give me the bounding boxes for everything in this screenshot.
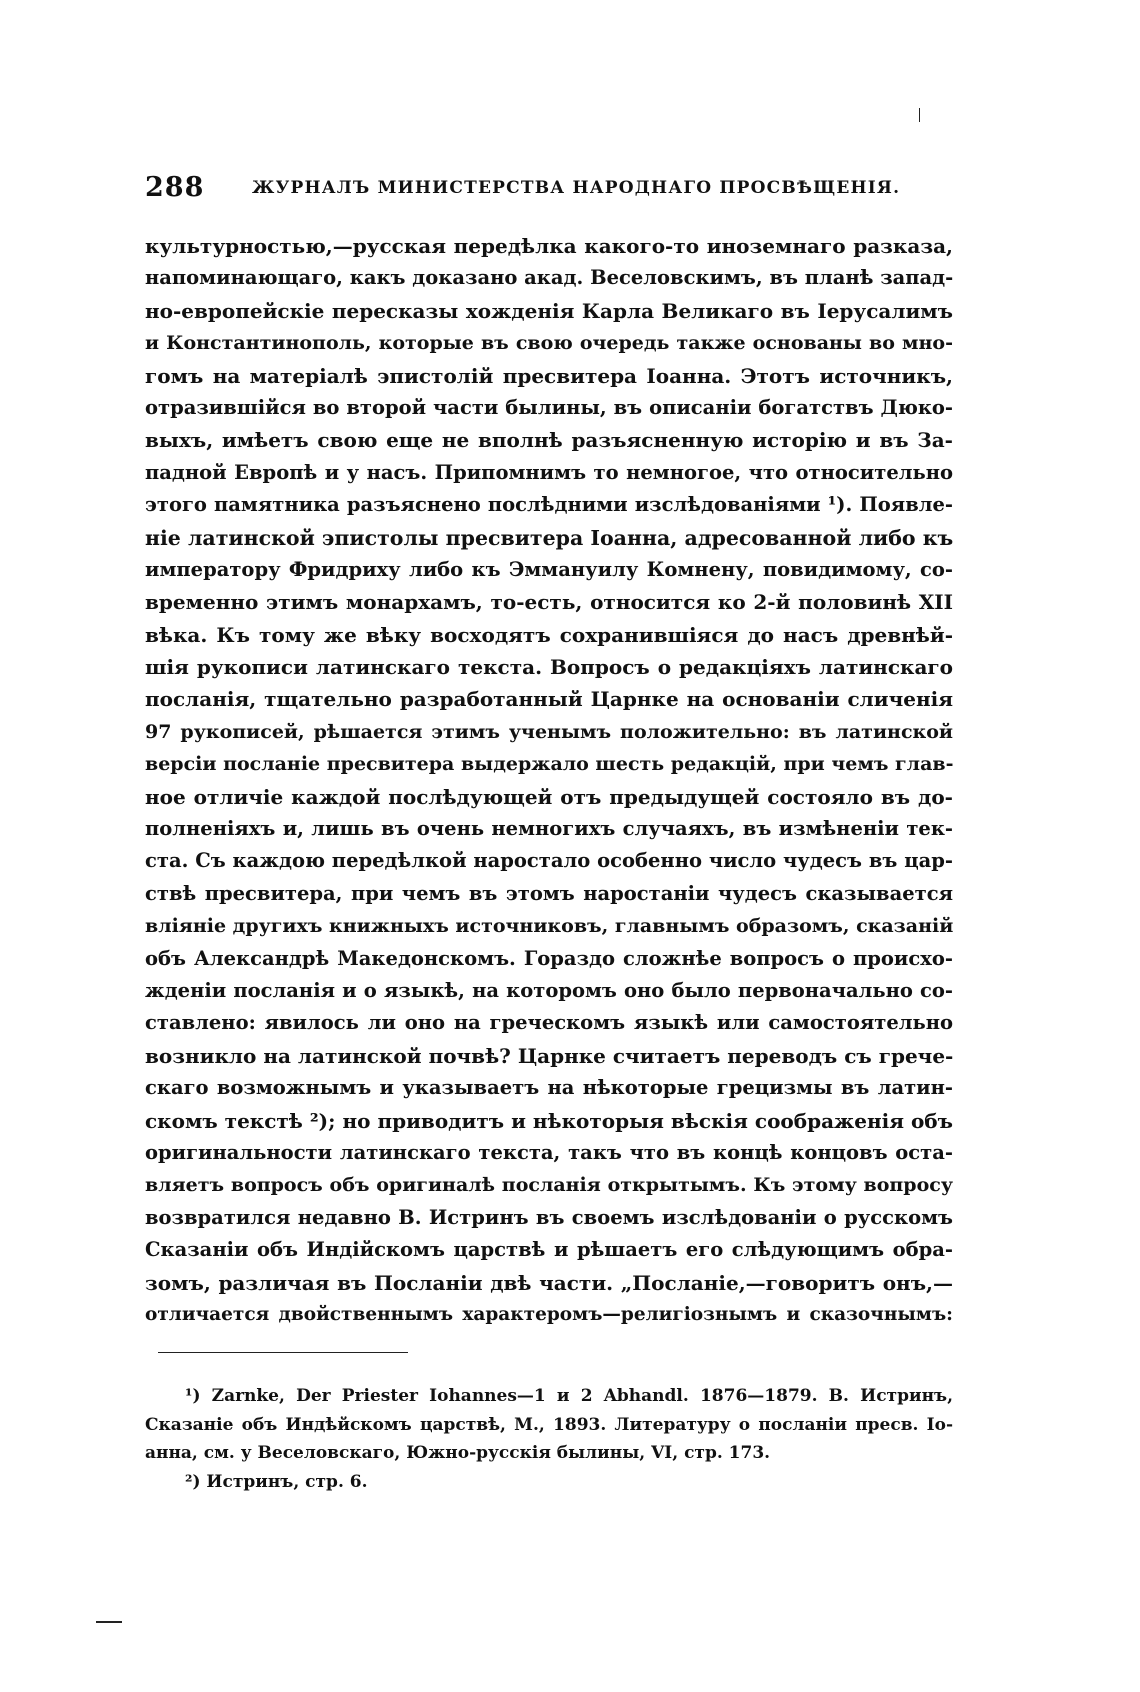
text-line: временно этимъ монархамъ, то-есть, относится ко 2-й половинѣ XII: [145, 590, 953, 615]
running-title: ЖУРНАЛЪ МИНИСТЕРСТВА НАРОДНАГО ПРОСВѢЩЕНІЯ.: [252, 178, 901, 198]
footnote-line: ²) Истринъ, стр. 6.: [185, 1471, 368, 1492]
text-line: вліяніе другихъ книжныхъ источниковъ, главнымъ образомъ, сказаній: [145, 915, 953, 938]
text-line: 97 рукописей, рѣшается этимъ ученымъ положительно: въ латинской: [145, 720, 953, 743]
text-line: ста. Съ каждою передѣлкой наростало особенно число чудесъ въ цар-: [145, 849, 953, 873]
text-line: возвратился недавно В. Истринъ въ своемъ изслѣдованіи о русскомъ: [145, 1205, 953, 1229]
text-line: посланія, тщательно разработанный Царнке на основаніи сличенія: [145, 687, 953, 712]
page-number: 288: [145, 172, 205, 203]
text-line: скаго возможнымъ и указываетъ на нѣкоторые грецизмы въ латин-: [145, 1076, 953, 1100]
text-line: скомъ текстѣ ²); но приводитъ и нѣкоторыя вѣскія соображенія объ: [145, 1108, 953, 1133]
text-line: Сказаніи объ Индійскомъ царствѣ и рѣшаетъ его слѣдующимъ обра-: [145, 1238, 953, 1262]
text-line: отличается двойственнымъ характеромъ—религіознымъ и сказочнымъ:: [145, 1303, 953, 1325]
text-line: выхъ, имѣетъ свою еще не вполнѣ разъясненную исторію и въ За-: [145, 428, 953, 453]
text-line: ставлено: явилось ли оно на греческомъ языкѣ или самостоятельно: [145, 1011, 953, 1035]
text-line: шія рукописи латинскаго текста. Вопросъ о редакціяхъ латинскаго: [145, 655, 953, 680]
text-line: вляетъ вопросъ объ оригиналѣ посланія открытымъ. Къ этому вопросу: [145, 1174, 953, 1197]
footnote-line: Сказаніе объ Индѣйскомъ царствѣ, М., 1893. Литературу о посланіи пресв. Іо-: [145, 1414, 953, 1435]
main-text: [145, 230, 953, 1331]
text-line: и Константинополь, которые въ свою очередь также основаны во мно-: [145, 332, 953, 355]
text-line: падной Европѣ и у насъ. Припомнимъ то немногое, что относительно: [145, 460, 953, 484]
text-line: версіи посланіе пресвитера выдержало шесть редакцій, при чемъ глав-: [145, 753, 953, 776]
footnotes: [145, 1382, 953, 1496]
text-line: ное отличіе каждой послѣдующей отъ предыдущей состояло въ до-: [145, 784, 953, 809]
text-line: полненіяхъ и, лишь въ очень немногихъ случаяхъ, въ измѣненіи тек-: [145, 817, 953, 841]
page-header: [145, 172, 955, 212]
text-line: ствѣ пресвитера, при чемъ въ этомъ наростаніи чудесъ сказывается: [145, 881, 953, 905]
text-line: отразившійся во второй части былины, въ описаніи богатствъ Дюко-: [145, 395, 953, 419]
text-line: этого памятника разъяснено послѣдними изслѣдованіями ¹). Появле-: [145, 493, 953, 517]
text-line: вѣка. Къ тому же вѣку восходятъ сохранившіяся до насъ древнѣй-: [145, 622, 953, 647]
text-line: возникло на латинской почвѣ? Царнке считаетъ переводъ съ грече-: [145, 1043, 953, 1068]
text-line: оригинальности латинскаго текста, такъ что въ концѣ концовъ оста-: [145, 1140, 953, 1164]
text-line: но-европейскіе пересказы хожденія Карла Великаго въ Іерусалимъ: [145, 298, 953, 323]
text-line: зомъ, различая въ Посланіи двѣ части. „Посланіе,—говоритъ онъ,—: [145, 1270, 953, 1295]
scan-mark-top: [919, 108, 920, 122]
text-line: объ Александрѣ Македонскомъ. Гораздо сложнѣе вопросъ о происхо-: [145, 946, 953, 970]
text-line: напоминающаго, какъ доказано акад. Веселовскимъ, въ планѣ запад-: [145, 266, 953, 290]
scan-mark-bottom: [96, 1621, 122, 1623]
text-line: ніе латинской эпистолы пресвитера Іоанна, адресованной либо къ: [145, 525, 953, 550]
text-line: императору Фридриху либо къ Эммануилу Комнену, повидимому, со-: [145, 557, 953, 581]
text-line: жденіи посланія и о языкѣ, на которомъ оно было первоначально со-: [145, 978, 953, 1002]
footnote-separator: [158, 1352, 408, 1353]
footnote-line: анна, см. у Веселовскаго, Южно-русскія былины, VI, стр. 173.: [145, 1443, 771, 1463]
text-line: гомъ на матеріалѣ эпистолій пресвитера Іоанна. Этотъ источникъ,: [145, 363, 953, 388]
footnote-line: ¹) Zarnke, Der Priester Iohannes—1 и 2 Abhandl. 1876—1879. В. Истринъ,: [185, 1386, 953, 1406]
text-line: культурностью,—русская передѣлка какого-то иноземнаго разказа,: [145, 234, 953, 258]
